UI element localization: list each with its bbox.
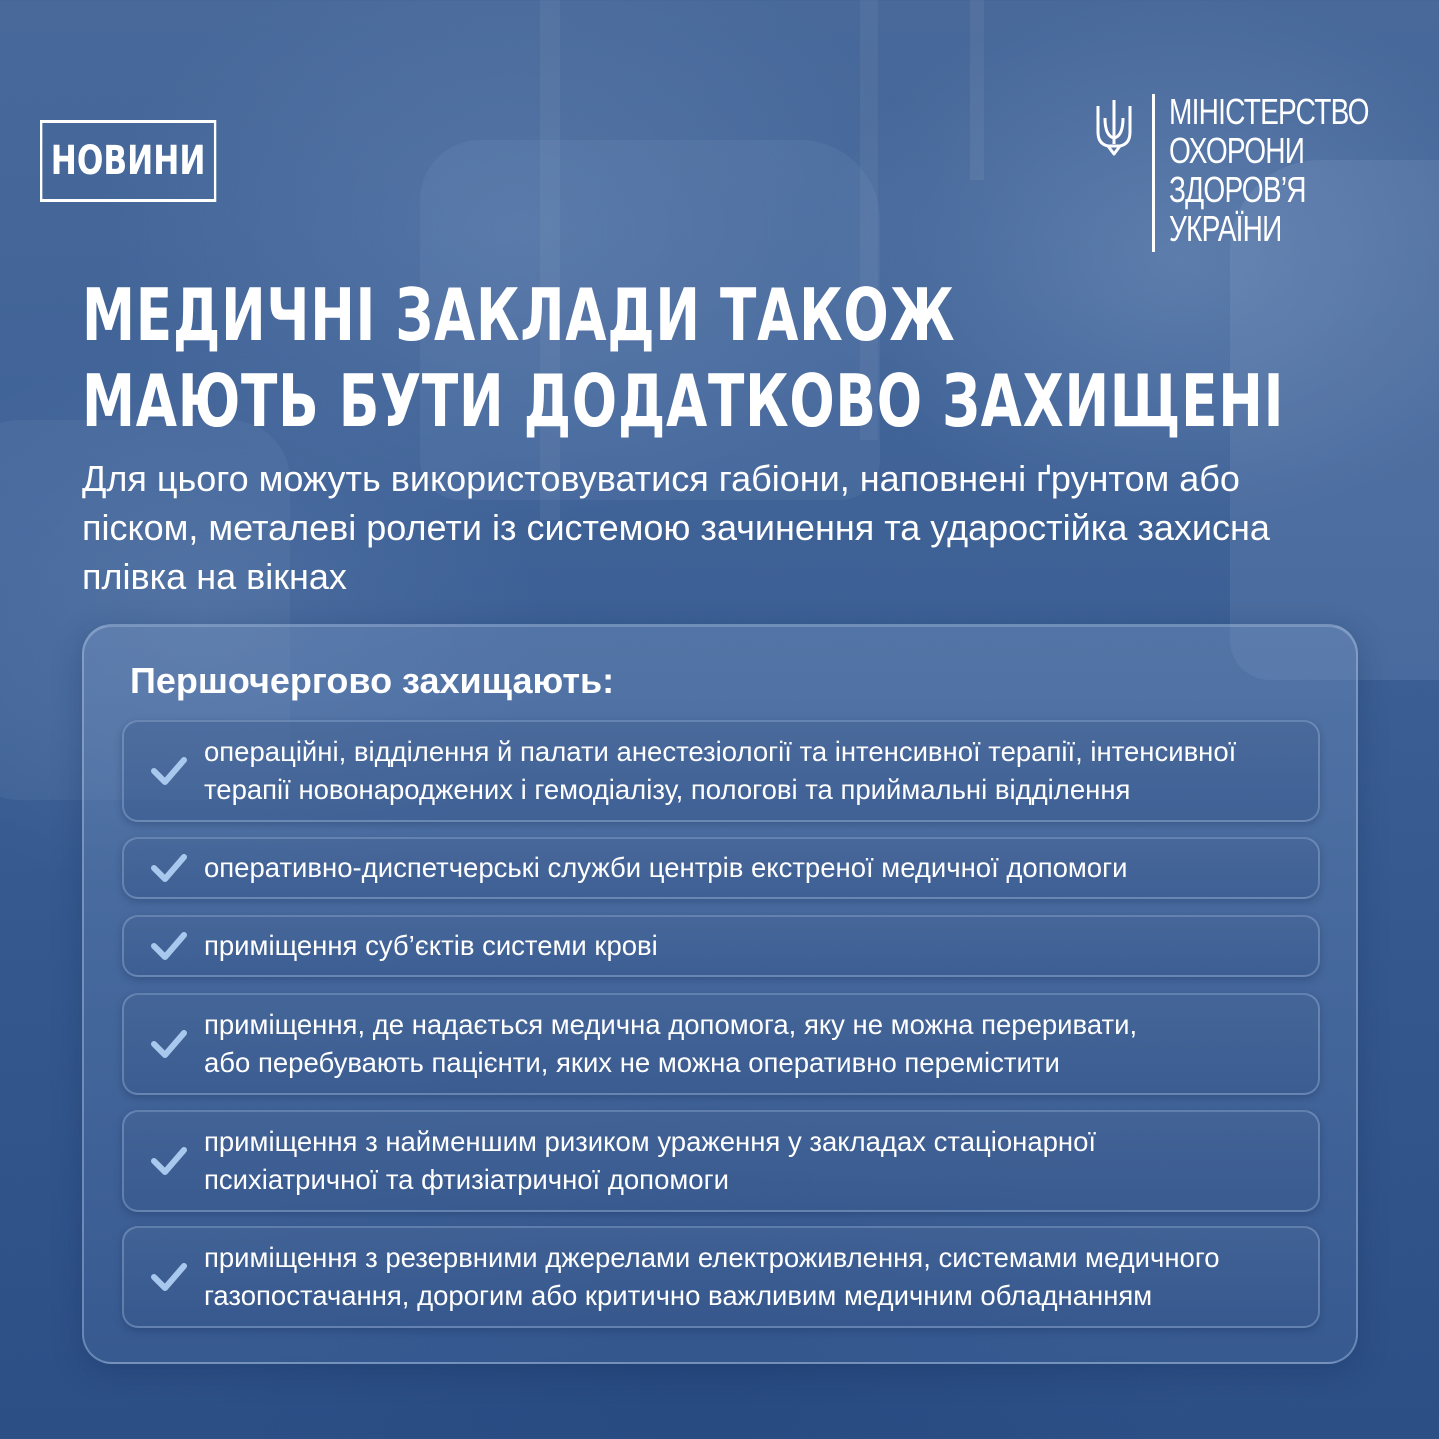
panel-title: Першочергово захищають: — [130, 660, 615, 701]
trident-icon — [1094, 98, 1134, 160]
headline — [82, 272, 1284, 444]
list-item-line: приміщення з найменшим ризиком ураження у закладах стаціонарної — [204, 1126, 1097, 1157]
list-item — [122, 993, 1320, 1095]
logo-line: МІНІСТЕРСТВО — [1169, 91, 1369, 132]
list-item-text — [204, 849, 1298, 887]
list-item-line: приміщення суб’єктів системи крові — [204, 930, 658, 961]
lead-paragraph: Для цього можуть використовуватися габіони, наповнені ґрунтом або піском, металеві ролети із системою зачинення та ударостійка захисна плівка на вікнах — [82, 458, 1270, 597]
logo-line: ЗДОРОВ’Я — [1169, 169, 1306, 210]
background-window-frame — [970, 0, 984, 180]
ministry-logo — [1094, 92, 1425, 252]
list-item-line: психіатричної та фтизіатричної допомоги — [204, 1164, 729, 1195]
list-item-line: газопостачання, дорогим або критично важливим медичним обладнанням — [204, 1280, 1153, 1311]
list-item-text — [204, 1123, 1298, 1199]
list-item-text — [204, 927, 1298, 965]
list-item-line: оперативно-диспетчерські служби центрів екстреної медичної допомоги — [204, 852, 1128, 883]
list-item — [122, 720, 1320, 822]
headline-line: МЕДИЧНІ ЗАКЛАДИ ТАКОЖ — [82, 273, 956, 357]
list-item-text — [204, 1006, 1298, 1082]
list-item-line: приміщення, де надається медична допомога, яку не можна переривати, — [204, 1009, 1138, 1040]
list-item-line: терапії новонароджених і гемодіалізу, пологові та приймальні відділення — [204, 774, 1131, 805]
check-icon — [150, 1144, 188, 1178]
news-tag — [40, 120, 216, 202]
logo-line: ОХОРОНИ — [1169, 130, 1305, 171]
logo-text — [1169, 92, 1369, 248]
protection-panel — [82, 624, 1358, 1364]
check-icon — [150, 1027, 188, 1061]
list-item-text — [204, 1239, 1298, 1315]
check-icon — [150, 1260, 188, 1294]
logo-divider — [1152, 94, 1155, 252]
check-icon — [150, 754, 188, 788]
list-item-line: операційні, відділення й палати анестезіології та інтенсивної терапії, інтенсивної — [204, 736, 1237, 767]
list-item — [122, 915, 1320, 977]
check-icon — [150, 851, 188, 885]
list-item — [122, 837, 1320, 899]
list-item-line: або перебувають пацієнти, яких не можна оперативно перемістити — [204, 1047, 1060, 1078]
check-icon — [150, 929, 188, 963]
news-tag-label: НОВИНИ — [50, 138, 206, 184]
list-item-line: приміщення з резервними джерелами електроживлення, системами медичного — [204, 1242, 1220, 1273]
list-item-text — [204, 733, 1298, 809]
list-item — [122, 1110, 1320, 1212]
list-item — [122, 1226, 1320, 1328]
logo-line: УКРАЇНИ — [1169, 208, 1282, 249]
headline-line: МАЮТЬ БУТИ ДОДАТКОВО ЗАХИЩЕНІ — [82, 359, 1285, 443]
